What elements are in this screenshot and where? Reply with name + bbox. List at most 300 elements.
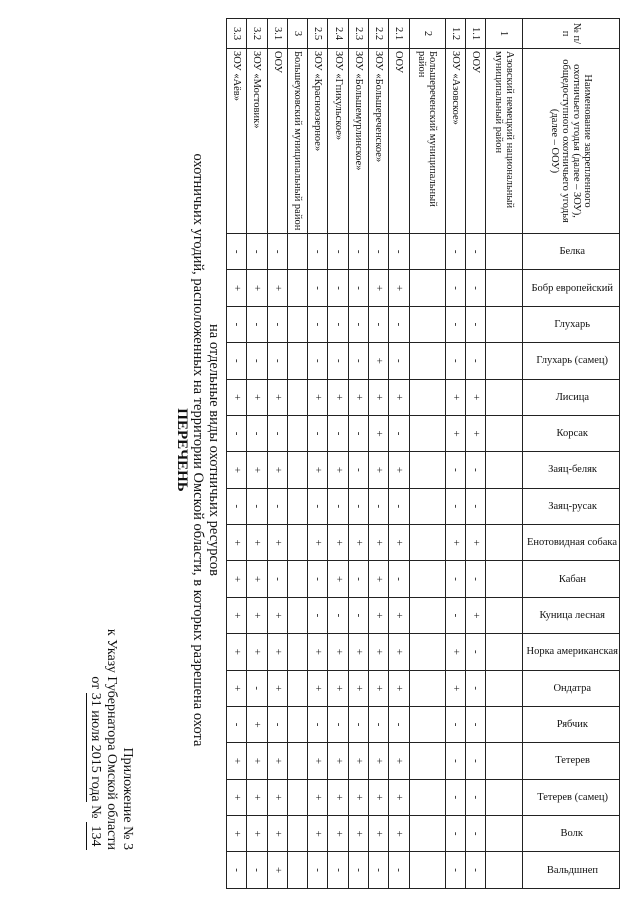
permission-mark: - — [445, 452, 465, 488]
row-name: Большеуковский муниципальный район — [287, 49, 307, 234]
permission-mark: + — [389, 670, 409, 706]
permission-mark: - — [267, 234, 287, 270]
permission-mark: - — [308, 488, 328, 524]
permission-mark: + — [227, 525, 247, 561]
permission-mark — [287, 379, 307, 415]
species-label: Белка — [559, 246, 586, 258]
hunting-grounds-table — [226, 18, 620, 889]
permission-mark: + — [247, 561, 267, 597]
permission-mark: + — [308, 670, 328, 706]
table-row — [247, 19, 267, 889]
permission-mark: + — [308, 452, 328, 488]
permission-mark: + — [445, 525, 465, 561]
row-number: 3 — [287, 19, 307, 49]
permission-mark: + — [247, 743, 267, 779]
appendix-line-2: к Указу Губернатора Омской области — [104, 628, 119, 850]
permission-mark: + — [308, 779, 328, 815]
header-species — [522, 525, 619, 561]
permission-mark: - — [348, 306, 368, 342]
permission-mark: - — [445, 816, 465, 852]
permission-mark: - — [328, 343, 348, 379]
permission-mark: - — [466, 743, 486, 779]
permission-mark: + — [348, 379, 368, 415]
table-row — [486, 19, 522, 889]
permission-mark: - — [369, 706, 389, 742]
permission-mark: - — [445, 706, 465, 742]
permission-mark — [409, 852, 445, 888]
permission-mark: - — [328, 852, 348, 888]
permission-mark: - — [389, 852, 409, 888]
permission-mark: - — [247, 343, 267, 379]
date-prefix: от — [88, 676, 103, 690]
permission-mark — [287, 525, 307, 561]
permission-mark: + — [267, 816, 287, 852]
permission-mark — [409, 525, 445, 561]
permission-mark: + — [308, 634, 328, 670]
permission-mark: + — [328, 779, 348, 815]
permission-mark — [486, 234, 522, 270]
permission-mark: + — [328, 379, 348, 415]
permission-mark: + — [227, 779, 247, 815]
header-species — [522, 816, 619, 852]
permission-mark: - — [466, 670, 486, 706]
permission-mark — [409, 234, 445, 270]
appendix-date: 31 июля 2015 года — [88, 692, 103, 802]
permission-mark — [486, 779, 522, 815]
row-name: ООУ — [466, 49, 486, 234]
permission-mark: - — [308, 234, 328, 270]
permission-mark: + — [445, 670, 465, 706]
permission-mark — [486, 415, 522, 451]
permission-mark: + — [227, 452, 247, 488]
permission-mark: - — [466, 852, 486, 888]
permission-mark: + — [227, 379, 247, 415]
permission-mark: - — [445, 343, 465, 379]
permission-mark: - — [348, 452, 368, 488]
permission-mark: - — [466, 816, 486, 852]
header-species — [522, 852, 619, 888]
header-name: Наименование закрепленного охотничьего угодья (далее – ЗОУ), общедоступного охотничьего угодья (далее – ООУ) — [522, 49, 619, 234]
permission-mark — [287, 670, 307, 706]
permission-mark: - — [348, 343, 368, 379]
permission-mark: + — [328, 561, 348, 597]
permission-mark: - — [267, 561, 287, 597]
appendix-line-1: Приложение № 3 — [120, 747, 135, 850]
permission-mark — [486, 561, 522, 597]
permission-mark: - — [466, 452, 486, 488]
row-name: Азовский немецкий национальный муниципальный район — [486, 49, 522, 234]
appendix-block — [86, 620, 135, 850]
permission-mark — [287, 270, 307, 306]
permission-mark: - — [308, 852, 328, 888]
permission-mark: - — [369, 488, 389, 524]
permission-mark: - — [466, 706, 486, 742]
permission-mark: - — [328, 415, 348, 451]
permission-mark: - — [466, 561, 486, 597]
species-label: Заяц-беляк — [547, 464, 597, 476]
permission-mark — [287, 234, 307, 270]
header-species — [522, 488, 619, 524]
header-species — [522, 415, 619, 451]
table-row — [369, 19, 389, 889]
permission-mark: + — [389, 525, 409, 561]
appendix-number: 134 — [86, 822, 103, 850]
permission-mark: - — [348, 234, 368, 270]
species-label: Глухарь — [554, 318, 591, 330]
permission-mark: + — [369, 270, 389, 306]
permission-mark: + — [369, 452, 389, 488]
permission-mark — [409, 415, 445, 451]
permission-mark: - — [389, 415, 409, 451]
permission-mark: + — [466, 525, 486, 561]
permission-mark: + — [247, 525, 267, 561]
permission-mark: + — [267, 452, 287, 488]
permission-mark: + — [267, 779, 287, 815]
table-header-row — [522, 19, 619, 889]
permission-mark — [287, 816, 307, 852]
permission-mark: + — [389, 270, 409, 306]
number-prefix: № — [88, 805, 103, 819]
permission-mark: - — [466, 779, 486, 815]
row-name: ЗОУ «Аёв» — [227, 49, 247, 234]
table-row — [389, 19, 409, 889]
permission-mark: - — [247, 852, 267, 888]
permission-mark: - — [328, 597, 348, 633]
permission-mark: - — [227, 415, 247, 451]
species-label: Корсак — [556, 428, 589, 440]
permission-mark: + — [445, 415, 465, 451]
permission-mark: + — [445, 634, 465, 670]
row-number: 2 — [409, 19, 445, 49]
permission-mark — [287, 779, 307, 815]
permission-mark: + — [267, 670, 287, 706]
permission-mark: + — [348, 634, 368, 670]
permission-mark: + — [308, 743, 328, 779]
permission-mark: - — [247, 234, 267, 270]
permission-mark — [287, 306, 307, 342]
table-row — [328, 19, 348, 889]
permission-mark: - — [389, 234, 409, 270]
permission-mark: + — [227, 743, 247, 779]
header-species — [522, 379, 619, 415]
permission-mark: - — [445, 561, 465, 597]
permission-mark: - — [227, 306, 247, 342]
permission-mark: - — [466, 270, 486, 306]
permission-mark: + — [369, 597, 389, 633]
permission-mark: + — [348, 670, 368, 706]
permission-mark: - — [308, 306, 328, 342]
permission-mark: - — [227, 234, 247, 270]
permission-mark: + — [227, 670, 247, 706]
header-species — [522, 343, 619, 379]
permission-mark: + — [466, 415, 486, 451]
permission-mark: + — [328, 743, 348, 779]
row-name: ЗОУ «Мостовик» — [247, 49, 267, 234]
permission-mark: + — [328, 816, 348, 852]
species-label: Вальдшнеп — [546, 864, 598, 876]
permission-mark: - — [267, 415, 287, 451]
permission-mark: - — [389, 706, 409, 742]
species-label: Лисица — [555, 391, 589, 403]
species-label: Бобр европейский — [531, 282, 614, 294]
permission-mark — [287, 743, 307, 779]
header-species — [522, 452, 619, 488]
permission-mark: + — [389, 779, 409, 815]
table-row — [445, 19, 465, 889]
permission-mark: - — [227, 343, 247, 379]
row-number: 2.1 — [389, 19, 409, 49]
permission-mark: + — [227, 634, 247, 670]
row-number: 1.2 — [445, 19, 465, 49]
header-num: № п/п — [522, 19, 619, 49]
appendix-line-3 — [86, 620, 103, 850]
species-label: Глухарь (самец) — [536, 355, 609, 367]
permission-mark: - — [466, 488, 486, 524]
permission-mark: - — [389, 343, 409, 379]
permission-mark — [409, 743, 445, 779]
permission-mark: + — [247, 597, 267, 633]
permission-mark: + — [369, 743, 389, 779]
permission-mark: - — [308, 270, 328, 306]
permission-mark: - — [328, 306, 348, 342]
permission-mark: + — [227, 561, 247, 597]
hunting-grounds-table-wrap — [226, 18, 620, 888]
permission-mark: + — [308, 379, 328, 415]
permission-mark — [287, 597, 307, 633]
permission-mark — [486, 852, 522, 888]
permission-mark: - — [247, 306, 267, 342]
row-name: Большереченский муниципальный район — [409, 49, 445, 234]
row-name: ЗОУ «Гпикульское» — [328, 49, 348, 234]
permission-mark: - — [267, 306, 287, 342]
permission-mark: + — [389, 452, 409, 488]
permission-mark: + — [247, 379, 267, 415]
header-species — [522, 234, 619, 270]
permission-mark: + — [369, 343, 389, 379]
permission-mark — [287, 343, 307, 379]
permission-mark: - — [348, 270, 368, 306]
permission-mark: - — [328, 488, 348, 524]
permission-mark — [287, 561, 307, 597]
permission-mark: + — [247, 270, 267, 306]
permission-mark — [409, 634, 445, 670]
species-label: Куница лесная — [539, 609, 606, 621]
permission-mark: + — [308, 525, 328, 561]
permission-mark — [486, 706, 522, 742]
permission-mark: + — [308, 816, 328, 852]
permission-mark: - — [445, 306, 465, 342]
row-number: 2.3 — [348, 19, 368, 49]
permission-mark: + — [247, 634, 267, 670]
permission-mark: + — [227, 597, 247, 633]
permission-mark — [486, 270, 522, 306]
permission-mark: - — [227, 488, 247, 524]
permission-mark: + — [267, 852, 287, 888]
permission-mark: - — [328, 706, 348, 742]
permission-mark — [409, 779, 445, 815]
permission-mark: + — [348, 779, 368, 815]
permission-mark — [486, 343, 522, 379]
row-number: 1 — [486, 19, 522, 49]
document-title: ПЕРЕЧЕНЬ — [174, 408, 190, 492]
permission-mark: + — [369, 634, 389, 670]
permission-mark — [287, 706, 307, 742]
permission-mark: + — [445, 379, 465, 415]
permission-mark: - — [348, 706, 368, 742]
permission-mark: - — [267, 343, 287, 379]
permission-mark: - — [389, 488, 409, 524]
permission-mark: + — [369, 525, 389, 561]
species-label: Ондатра — [553, 682, 592, 694]
permission-mark: - — [369, 234, 389, 270]
species-label: Тетерев — [554, 755, 590, 767]
permission-mark: - — [348, 852, 368, 888]
permission-mark: - — [348, 488, 368, 524]
permission-mark: - — [247, 488, 267, 524]
row-number: 2.5 — [308, 19, 328, 49]
permission-mark — [486, 670, 522, 706]
permission-mark: + — [389, 379, 409, 415]
species-label: Заяц-русак — [547, 500, 597, 512]
table-row — [466, 19, 486, 889]
permission-mark — [409, 597, 445, 633]
row-name: ООУ — [389, 49, 409, 234]
permission-mark — [287, 415, 307, 451]
permission-mark: - — [445, 779, 465, 815]
permission-mark: - — [247, 415, 267, 451]
table-row — [227, 19, 247, 889]
header-species — [522, 779, 619, 815]
header-species — [522, 306, 619, 342]
permission-mark — [486, 488, 522, 524]
permission-mark — [409, 343, 445, 379]
permission-mark: + — [227, 816, 247, 852]
permission-mark — [409, 270, 445, 306]
header-species — [522, 706, 619, 742]
permission-mark: + — [267, 379, 287, 415]
document-subtitle-line-2: на отдельные виды охотничьих ресурсов — [206, 324, 222, 576]
permission-mark — [409, 706, 445, 742]
header-species — [522, 670, 619, 706]
permission-mark: + — [466, 597, 486, 633]
row-name: ЗОУ «Большереченское» — [369, 49, 389, 234]
permission-mark: - — [369, 852, 389, 888]
permission-mark — [486, 452, 522, 488]
permission-mark — [409, 561, 445, 597]
permission-mark: - — [466, 343, 486, 379]
row-number: 2.2 — [369, 19, 389, 49]
permission-mark: + — [328, 525, 348, 561]
permission-mark — [486, 597, 522, 633]
permission-mark — [409, 488, 445, 524]
species-label: Енотовидная собака — [527, 537, 618, 549]
permission-mark: - — [466, 634, 486, 670]
permission-mark: - — [308, 343, 328, 379]
permission-mark: - — [445, 743, 465, 779]
row-name: ЗОУ «Красноозерное» — [308, 49, 328, 234]
permission-mark — [486, 379, 522, 415]
permission-mark — [486, 634, 522, 670]
permission-mark: - — [466, 306, 486, 342]
permission-mark: + — [267, 634, 287, 670]
permission-mark: - — [466, 234, 486, 270]
row-number: 3.3 — [227, 19, 247, 49]
document-subtitle-line-1: охотничьих угодий, расположенных на территории Омской области, в которых разрешена охота — [190, 153, 206, 747]
permission-mark: + — [389, 597, 409, 633]
table-row — [287, 19, 307, 889]
species-label: Кабан — [558, 573, 586, 585]
permission-mark — [409, 306, 445, 342]
permission-mark: + — [227, 270, 247, 306]
permission-mark: + — [369, 379, 389, 415]
permission-mark — [486, 816, 522, 852]
species-label: Рябчик — [556, 719, 588, 731]
table-row — [348, 19, 368, 889]
permission-mark: + — [348, 525, 368, 561]
header-species — [522, 634, 619, 670]
permission-mark: + — [389, 816, 409, 852]
permission-mark: + — [247, 706, 267, 742]
permission-mark — [486, 306, 522, 342]
species-label: Тетерев (самец) — [536, 791, 608, 803]
permission-mark: - — [389, 306, 409, 342]
permission-mark — [486, 525, 522, 561]
header-species — [522, 743, 619, 779]
permission-mark: - — [267, 706, 287, 742]
permission-mark: - — [348, 597, 368, 633]
permission-mark: - — [389, 561, 409, 597]
header-species — [522, 561, 619, 597]
permission-mark — [287, 852, 307, 888]
permission-mark: - — [308, 415, 328, 451]
species-label: Норка американская — [526, 646, 618, 658]
table-row — [409, 19, 445, 889]
row-number: 3.1 — [267, 19, 287, 49]
permission-mark — [409, 670, 445, 706]
row-name: ООУ — [267, 49, 287, 234]
permission-mark: - — [267, 488, 287, 524]
row-name: ЗОУ «Большемурлинское» — [348, 49, 368, 234]
permission-mark — [287, 634, 307, 670]
permission-mark: + — [247, 816, 267, 852]
permission-mark: + — [389, 743, 409, 779]
permission-mark: - — [308, 561, 328, 597]
permission-mark: + — [247, 779, 267, 815]
header-species — [522, 270, 619, 306]
permission-mark: + — [247, 452, 267, 488]
permission-mark: + — [267, 525, 287, 561]
permission-mark: - — [227, 852, 247, 888]
permission-mark: + — [369, 779, 389, 815]
permission-mark: - — [445, 270, 465, 306]
permission-mark: + — [267, 743, 287, 779]
permission-mark: + — [267, 270, 287, 306]
permission-mark: + — [369, 816, 389, 852]
row-number: 3.2 — [247, 19, 267, 49]
header-species — [522, 597, 619, 633]
permission-mark: + — [328, 634, 348, 670]
species-label: Волк — [561, 828, 584, 840]
permission-mark: - — [348, 415, 368, 451]
permission-mark: - — [445, 234, 465, 270]
permission-mark: - — [308, 706, 328, 742]
row-number: 1.1 — [466, 19, 486, 49]
row-name: ЗОУ «Азовское» — [445, 49, 465, 234]
permission-mark: - — [328, 270, 348, 306]
permission-mark: + — [369, 415, 389, 451]
permission-mark: + — [369, 670, 389, 706]
permission-mark: - — [445, 597, 465, 633]
